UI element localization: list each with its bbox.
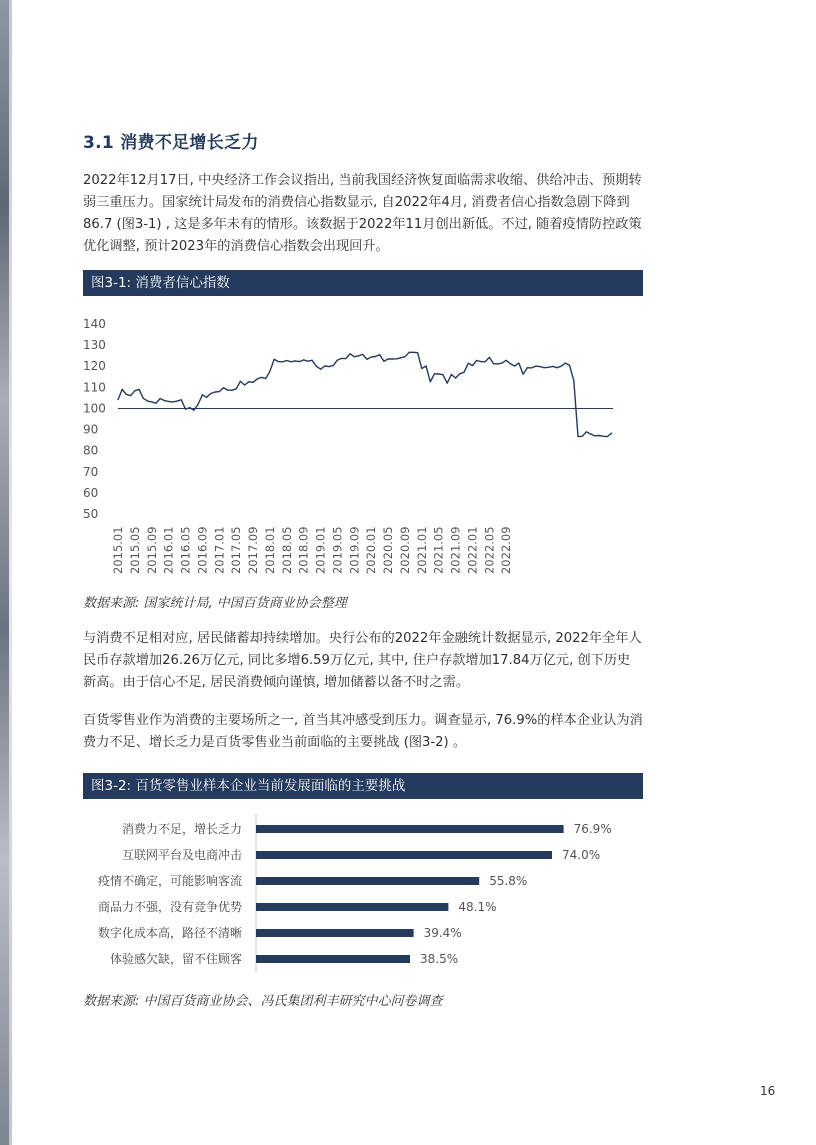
data-point: [139, 389, 140, 390]
x-tick-label: 2021.09: [448, 526, 463, 574]
data-point: [569, 365, 570, 366]
bar: [256, 929, 414, 937]
y-tick-label: 110: [83, 380, 106, 395]
data-point: [438, 373, 439, 374]
data-point: [155, 403, 156, 404]
data-point: [594, 435, 595, 436]
data-point: [539, 366, 540, 367]
data-point: [518, 363, 519, 364]
data-point: [210, 393, 211, 394]
data-point: [514, 365, 515, 366]
bar-category-label: 消费力不足，增长乏力: [121, 822, 242, 836]
data-point: [198, 403, 199, 404]
data-point: [303, 359, 304, 360]
data-point: [278, 361, 279, 362]
data-point: [506, 360, 507, 361]
data-point: [185, 409, 186, 410]
data-point: [193, 410, 194, 411]
data-point: [535, 366, 536, 367]
x-tick-label: 2018.05: [279, 526, 294, 574]
x-tick-label: 2018.09: [296, 526, 311, 574]
data-point: [320, 369, 321, 370]
x-tick-label: 2017.05: [229, 526, 244, 574]
data-point: [447, 383, 448, 384]
data-point: [590, 433, 591, 434]
data-point: [531, 367, 532, 368]
y-tick-label: 60: [83, 485, 99, 500]
bar-value-label: 76.9%: [573, 822, 612, 836]
data-point: [206, 397, 207, 398]
data-point: [430, 381, 431, 382]
data-point: [130, 395, 131, 396]
data-point: [312, 360, 313, 361]
y-tick-label: 140: [83, 317, 106, 331]
x-tick-label: 2021.01: [414, 526, 429, 574]
bar-category-label: 商品力不强，没有竞争优势: [97, 900, 242, 914]
data-point: [523, 374, 524, 375]
data-point: [168, 401, 169, 402]
data-point: [426, 365, 427, 366]
data-point: [290, 361, 291, 362]
consumer-confidence-line-chart: [83, 312, 643, 582]
data-point: [603, 436, 604, 437]
data-point: [345, 358, 346, 359]
figure-1-source: 数据来源: 国家统计局, 中国百货商业协会整理: [83, 596, 347, 611]
bar-value-label: 38.5%: [420, 952, 459, 966]
x-tick-label: 2015.09: [144, 526, 159, 574]
data-point: [274, 359, 275, 360]
data-point: [117, 399, 118, 400]
data-point: [164, 400, 165, 401]
bar-value-label: 48.1%: [458, 900, 497, 914]
data-point: [126, 394, 127, 395]
figure-1-header: 图3-1: 消费者信心指数: [83, 270, 643, 296]
paragraph-2: [83, 628, 643, 694]
y-tick-label: 130: [83, 338, 106, 353]
bar: [256, 825, 564, 833]
data-point: [451, 374, 452, 375]
data-point: [122, 389, 123, 390]
data-point: [269, 371, 270, 372]
data-point: [328, 366, 329, 367]
data-point: [160, 398, 161, 399]
data-point: [227, 390, 228, 391]
bar-value-label: 55.8%: [489, 874, 528, 888]
bar-category-label: 数字化成本高，路径不清晰: [97, 926, 242, 940]
y-tick-label: 90: [83, 422, 99, 437]
data-point: [501, 363, 502, 364]
left-edge-decoration: [0, 0, 12, 1145]
data-point: [480, 361, 481, 362]
x-tick-label: 2020.05: [381, 526, 396, 574]
x-tick-label: 2019.01: [313, 526, 328, 574]
data-point: [463, 372, 464, 373]
x-tick-label: 2022.05: [482, 526, 497, 574]
bar: [256, 903, 448, 911]
data-point: [236, 388, 237, 389]
bar: [256, 877, 479, 885]
y-tick-label: 80: [83, 443, 99, 458]
data-point: [497, 363, 498, 364]
data-point: [181, 399, 182, 400]
data-point: [282, 361, 283, 362]
data-point: [244, 384, 245, 385]
data-point: [548, 367, 549, 368]
bar-category-label: 疫情不确定，可能影响客流: [97, 874, 242, 888]
x-tick-label: 2019.05: [330, 526, 345, 574]
paragraph-3: [83, 710, 643, 754]
data-point: [472, 365, 473, 366]
paragraph-2-text: 与消费不足相对应, 居民储蓄却持续增加。央行公布的2022年金融统计数据显示, 2022年全年人民币存款增加26.26万亿元, 同比多增6.59万亿元, 其中, 住户存款增加17.84万亿元, 创下历史新高。由于信心不足, 居民消费倾向谨慎, 增加储蓄以备不时之需。: [83, 631, 642, 690]
data-point: [248, 381, 249, 382]
x-tick-label: 2015.05: [127, 526, 142, 574]
x-tick-label: 2017.09: [246, 526, 261, 574]
paragraph-1: [83, 170, 643, 258]
data-point: [383, 361, 384, 362]
bar-category-label: 体验感欠缺，留不住顾客: [109, 952, 242, 966]
data-point: [421, 368, 422, 369]
data-point: [417, 352, 418, 353]
data-point: [485, 361, 486, 362]
data-point: [510, 363, 511, 364]
x-tick-label: 2016.09: [195, 526, 210, 574]
data-point: [544, 367, 545, 368]
data-point: [231, 390, 232, 391]
data-point: [459, 373, 460, 374]
data-point: [324, 365, 325, 366]
data-point: [316, 366, 317, 367]
bar: [256, 955, 410, 963]
data-point: [307, 361, 308, 362]
x-tick-label: 2018.01: [262, 526, 277, 574]
figure-2-source: 数据来源: 中国百货商业协会、冯氏集团利丰研究中心问卷调查: [83, 994, 443, 1009]
data-point: [413, 352, 414, 353]
bar-value-label: 74.0%: [562, 848, 601, 862]
data-point: [586, 431, 587, 432]
data-point: [611, 433, 612, 434]
data-point: [333, 365, 334, 366]
data-point: [223, 387, 224, 388]
data-point: [599, 435, 600, 436]
x-tick-label: 2020.09: [397, 526, 412, 574]
data-point: [388, 358, 389, 359]
section-title: 3.1 消费不足增长乏力: [83, 133, 259, 153]
figure-2-header: 图3-2: 百货零售业样本企业当前发展面临的主要挑战: [83, 773, 643, 799]
y-tick-label: 50: [83, 507, 99, 521]
challenges-bar-chart: [78, 812, 648, 977]
data-point: [134, 390, 135, 391]
data-point: [215, 391, 216, 392]
y-tick-label: 120: [83, 359, 106, 374]
y-tick-label: 70: [83, 464, 99, 479]
data-point: [362, 354, 363, 355]
data-point: [151, 401, 152, 402]
data-point: [189, 407, 190, 408]
data-point: [561, 366, 562, 367]
data-point: [527, 367, 528, 368]
data-point: [337, 360, 338, 361]
data-point: [565, 363, 566, 364]
data-point: [392, 358, 393, 359]
data-point: [202, 394, 203, 395]
data-point: [147, 401, 148, 402]
x-tick-label: 2022.09: [499, 526, 514, 574]
x-tick-label: 2022.01: [465, 526, 480, 574]
data-point: [252, 382, 253, 383]
data-point: [379, 354, 380, 355]
data-point: [556, 367, 557, 368]
data-point: [265, 378, 266, 379]
data-point: [577, 436, 578, 437]
y-tick-label: 100: [83, 401, 106, 416]
data-point: [489, 357, 490, 358]
data-point: [341, 358, 342, 359]
data-point: [607, 436, 608, 437]
data-point: [552, 366, 553, 367]
data-point: [261, 377, 262, 378]
confidence-series-line: [118, 352, 612, 436]
data-point: [468, 363, 469, 364]
data-point: [442, 374, 443, 375]
x-tick-label: 2019.09: [347, 526, 362, 574]
bar: [256, 851, 552, 859]
data-point: [371, 357, 372, 358]
x-tick-label: 2016.01: [161, 526, 176, 574]
data-point: [172, 401, 173, 402]
data-point: [177, 401, 178, 402]
paragraph-3-text: 百货零售业作为消费的主要场所之一, 首当其冲感受到压力。调查显示, 76.9%的样本企业认为消费力不足、增长乏力是百货零售业当前面临的主要挑战 (图3-2) 。: [83, 713, 643, 750]
data-point: [476, 360, 477, 361]
data-point: [409, 352, 410, 353]
x-tick-label: 2017.01: [212, 526, 227, 574]
x-tick-label: 2020.01: [364, 526, 379, 574]
data-point: [295, 360, 296, 361]
page-number: 16: [760, 1084, 776, 1098]
x-tick-label: 2021.05: [431, 526, 446, 574]
data-point: [358, 355, 359, 356]
data-point: [434, 373, 435, 374]
data-point: [354, 356, 355, 357]
bar-category-label: 互联网平台及电商冲击: [121, 848, 242, 862]
paragraph-1-text: 2022年12月17日, 中央经济工作会议指出, 当前我国经济恢复面临需求收缩、供给冲击、预期转弱三重压力。国家统计局发布的消费信心指数显示, 自2022年4月, 消费者信心指数急剧下降到86.7 (图3-1) , 这是多年未有的情形。该数据于2022年11月创出新低。不过, 随着疫情防控政策优化调整, 预计2023年的消费信心指数会出现回升。: [83, 173, 642, 254]
data-point: [396, 358, 397, 359]
data-point: [493, 363, 494, 364]
x-tick-label: 2015.01: [111, 526, 125, 574]
data-point: [455, 377, 456, 378]
data-point: [286, 360, 287, 361]
data-point: [257, 378, 258, 379]
data-point: [143, 398, 144, 399]
x-tick-label: 2016.05: [178, 526, 193, 574]
data-point: [404, 356, 405, 357]
data-point: [299, 361, 300, 362]
data-point: [366, 359, 367, 360]
data-point: [375, 356, 376, 357]
bar-value-label: 39.4%: [423, 926, 462, 940]
data-point: [582, 436, 583, 437]
data-point: [350, 353, 351, 354]
data-point: [400, 357, 401, 358]
data-point: [240, 381, 241, 382]
data-point: [573, 380, 574, 381]
data-point: [219, 391, 220, 392]
